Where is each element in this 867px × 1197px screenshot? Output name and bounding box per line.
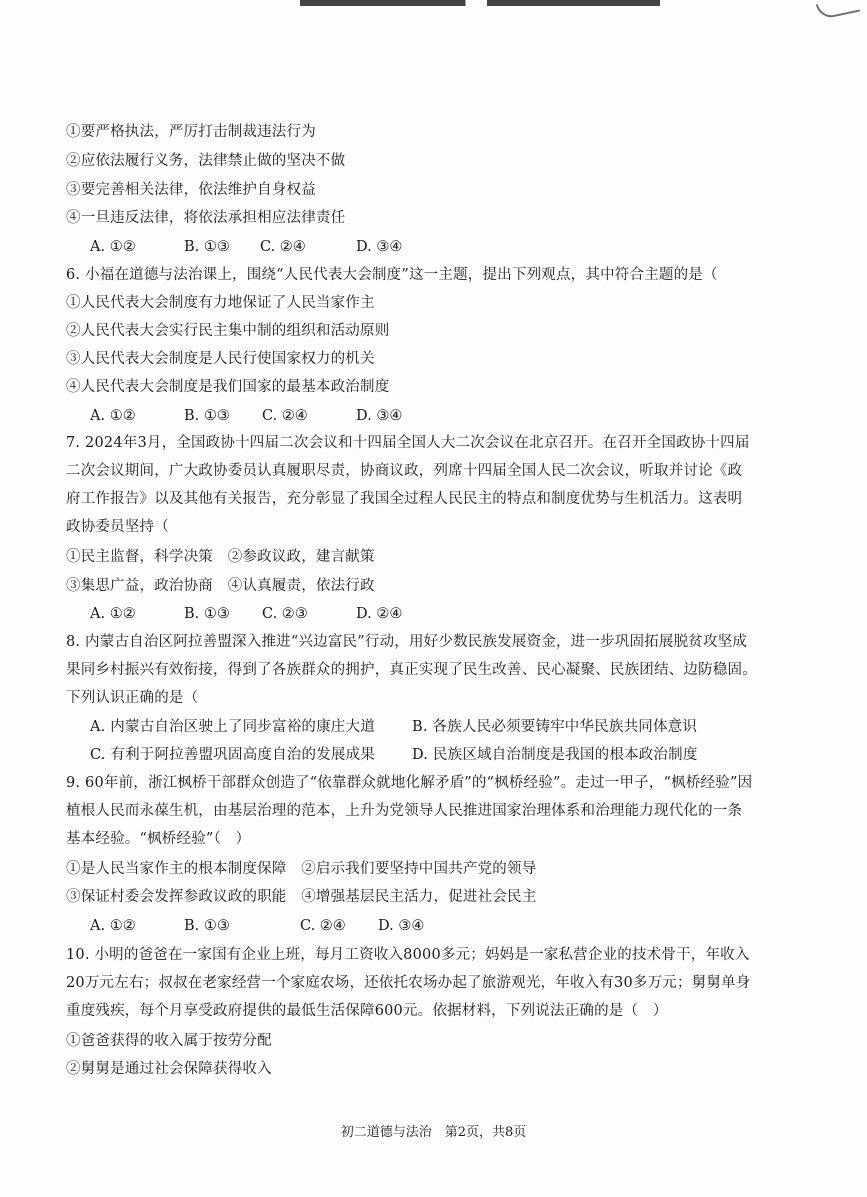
q7-option-b[interactable]: B. ①③: [184, 606, 230, 622]
q7-statements-row-1: ①民主监督，科学决策 ②参政议政，建言献策: [66, 549, 375, 565]
q7-stem-line-1: 7. 2024年3月，全国政协十四届二次会议和十四届全国人大二次会议在北京召开。在召开全国政协十四届: [66, 435, 750, 451]
q8-option-b[interactable]: B. 各族人民必须要铸牢中华民族共同体意识: [412, 719, 698, 735]
q6-option-b[interactable]: B. ①③: [184, 408, 230, 424]
q6-statement-1: ①人民代表大会制度有力地保证了人民当家作主: [66, 295, 375, 311]
scan-top-strip: [300, 0, 660, 6]
q8-option-c[interactable]: C. 有利于阿拉善盟巩固高度自治的发展成果: [90, 747, 375, 763]
corner-pen-mark: [816, 0, 860, 20]
q5-option-a[interactable]: A. ①②: [90, 239, 136, 255]
q7-statements-row-2: ③集思广益，政治协商 ④认真履责，依法行政: [66, 578, 375, 594]
q9-option-b[interactable]: B. ①③: [184, 918, 230, 934]
q9-option-c[interactable]: C. ②④: [300, 918, 346, 934]
q9-stem-line-1: 9. 60年前，浙江枫桥干部群众创造了“依靠群众就地化解矛盾”的“枫桥经验”。走过一甲子，“枫桥经验”因: [66, 775, 753, 791]
q7-option-a[interactable]: A. ①②: [90, 606, 136, 622]
q8-stem-line-2: 果同乡村振兴有效衔接，得到了各族群众的拥护，真正实现了民生改善、民心凝聚、民族团结、边防稳固。: [66, 662, 757, 678]
q9-option-d[interactable]: D. ③④: [378, 918, 425, 934]
q6-statement-3: ③人民代表大会制度是人民行使国家权力的机关: [66, 351, 375, 367]
q10-statement-1: ①爸爸获得的收入属于按劳分配: [66, 1033, 272, 1049]
q9-options: [90, 916, 490, 936]
q8-stem-line-1: 8. 内蒙古自治区阿拉善盟深入推进“兴边富民”行动，用好少数民族发展资金，进一步巩固拓展脱贫攻坚成: [66, 634, 748, 650]
q9-stem-line-3: 基本经验。“枫桥经验”（ ）: [66, 831, 251, 847]
q7-option-d[interactable]: D. ②④: [356, 606, 403, 622]
q6-option-c[interactable]: C. ②④: [262, 408, 308, 424]
q9-option-a[interactable]: A. ①②: [90, 918, 136, 934]
page-footer: 初二道德与法治 第2页，共8页: [340, 1125, 527, 1140]
q10-stem-line-2: 20万元左右；叔叔在老家经营一个家庭农场，还依托农场办起了旅游观光，年收入有30多万元；舅舅单身: [66, 975, 751, 991]
q6-stem: 6. 小福在道德与法治课上，围绕“人民代表大会制度”这一主题，提出下列观点，其中符合主题的是（: [66, 267, 718, 283]
q7-stem-line-4: 政协委员坚持（: [66, 519, 169, 535]
q7-option-c[interactable]: C. ②③: [262, 606, 308, 622]
q6-options: [90, 406, 490, 426]
q8-stem-line-3: 下列认识正确的是（: [66, 690, 199, 706]
q10-stem-line-1: 10. 小明的爸爸在一家国有企业上班，每月工资收入8000多元；妈妈是一家私营企业的技术骨干，年收入: [66, 947, 750, 963]
q5-option-c[interactable]: C. ②④: [260, 239, 306, 255]
q6-statement-2: ②人民代表大会实行民主集中制的组织和活动原则: [66, 323, 390, 339]
q6-option-a[interactable]: A. ①②: [90, 408, 136, 424]
q8-option-d[interactable]: D. 民族区域自治制度是我国的根本政治制度: [412, 747, 698, 763]
q7-options: [90, 604, 490, 624]
q5-option-d[interactable]: D. ③④: [356, 239, 403, 255]
q5-options: [90, 237, 490, 257]
q9-statements-row-1: ①是人民当家作主的根本制度保障 ②启示我们要坚持中国共产党的领导: [66, 861, 537, 877]
q7-stem-line-2: 二次会议期间，广大政协委员认真履职尽责，协商议政，列席十四届全国人民二次会议，听取并讨论《政: [66, 463, 743, 479]
q5-statement-1: ①要严格执法，严厉打击制裁违法行为: [66, 124, 316, 140]
q7-stem-line-3: 府工作报告》以及其他有关报告，充分彰显了我国全过程人民民主的特点和制度优势与生机活力。这表明: [66, 491, 743, 507]
q5-statement-2: ②应依法履行义务，法律禁止做的坚决不做: [66, 153, 346, 169]
q5-statement-3: ③要完善相关法律，依法维护自身权益: [66, 182, 316, 198]
q5-statement-4: ④一旦违反法律，将依法承担相应法律责任: [66, 210, 346, 226]
q10-stem-line-3: 重度残疾，每个月享受政府提供的最低生活保障600元。依据材料，下列说法正确的是（ ）: [66, 1003, 668, 1019]
q10-statement-2: ②舅舅是通过社会保障获得收入: [66, 1061, 272, 1077]
q6-statement-4: ④人民代表大会制度是我们国家的最基本政治制度: [66, 379, 390, 395]
q8-option-a[interactable]: A. 内蒙古自治区驶上了同步富裕的康庄大道: [90, 719, 375, 735]
q6-option-d[interactable]: D. ③④: [356, 408, 403, 424]
q9-statements-row-2: ③保证村委会发挥参政议政的职能 ④增强基层民主活力，促进社会民主: [66, 889, 537, 905]
q5-option-b[interactable]: B. ①③: [184, 239, 230, 255]
q9-stem-line-2: 植根人民而永葆生机，由基层治理的范本，上升为党领导人民推进国家治理体系和治理能力现代化的一条: [66, 803, 743, 819]
